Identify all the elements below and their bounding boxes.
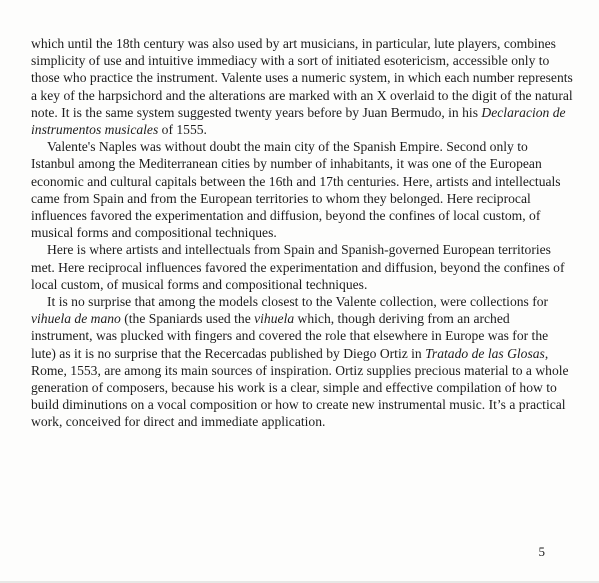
text-segment: It is no surprise that among the models closest to the Valente collection, were collections for: [47, 294, 549, 310]
text-segment: Valente's Naples was without doubt the main city of the Spanish Empire. Second only to Istanbul among the Mediterranean cities by number of inhabitants, it was one of the European economic and cultural capitals between the 16th and 17th centuries. Here, artists and intellectuals came from Spain and from the European territories to whom they belonged. Here reciprocal influences favored the experimentation and diffusion, beyond the confines of local custom, of musical forms and compositional techniques.: [31, 139, 561, 241]
italic-text: vihuela de mano: [31, 311, 121, 327]
italic-text: vihuela: [254, 311, 295, 327]
text-segment: (the Spaniards used the: [120, 311, 255, 327]
paragraph: [31, 241, 573, 293]
paragraph: [31, 293, 573, 431]
body-text: [31, 35, 573, 431]
text-segment: , Rome, 1553, are among its main sources of inspiration. Ortiz supplies precious material to a whole generation of composers, because his work is a clear, simple and effective compilation of how to build diminutions on a vocal composition or how to create new instrumental music. It’s a practical work, conceived for direct and immediate application.: [31, 345, 569, 430]
text-segment: of 1555.: [158, 122, 207, 138]
text-segment: which until the 18th century was also used by art musicians, in particular, lute players, combines simplicity of use and intuitive immediacy with a sort of initiated esotericism, accessible only to those who practice the instrument. Valente uses a numeric system, in which each number represents a key of the harpsichord and the alterations are marked with an X overlaid to the digit of the natural note. It is the same system suggested twenty years before by Juan Bermudo, in his: [31, 36, 573, 120]
italic-text: Declaracion de instrumentos musicales: [31, 104, 566, 138]
page-number: 5: [538, 544, 545, 559]
paragraph: [31, 35, 573, 138]
text-segment: Here is where artists and intellectuals from Spain and Spanish-governed European territories met. Here reciprocal influences favored the experimentation and diffusion, beyond the confines of local custom, of musical forms and compositional techniques.: [31, 242, 565, 292]
italic-text: Tratado de las Glosas: [425, 345, 545, 361]
text-segment: which, though deriving from an arched instrument, was plucked with fingers and covered the role that elsewhere in Europe was for the lute) as it is no surprise that the Recercadas published by Diego Ortiz in: [31, 311, 549, 361]
paragraph: [31, 138, 573, 241]
